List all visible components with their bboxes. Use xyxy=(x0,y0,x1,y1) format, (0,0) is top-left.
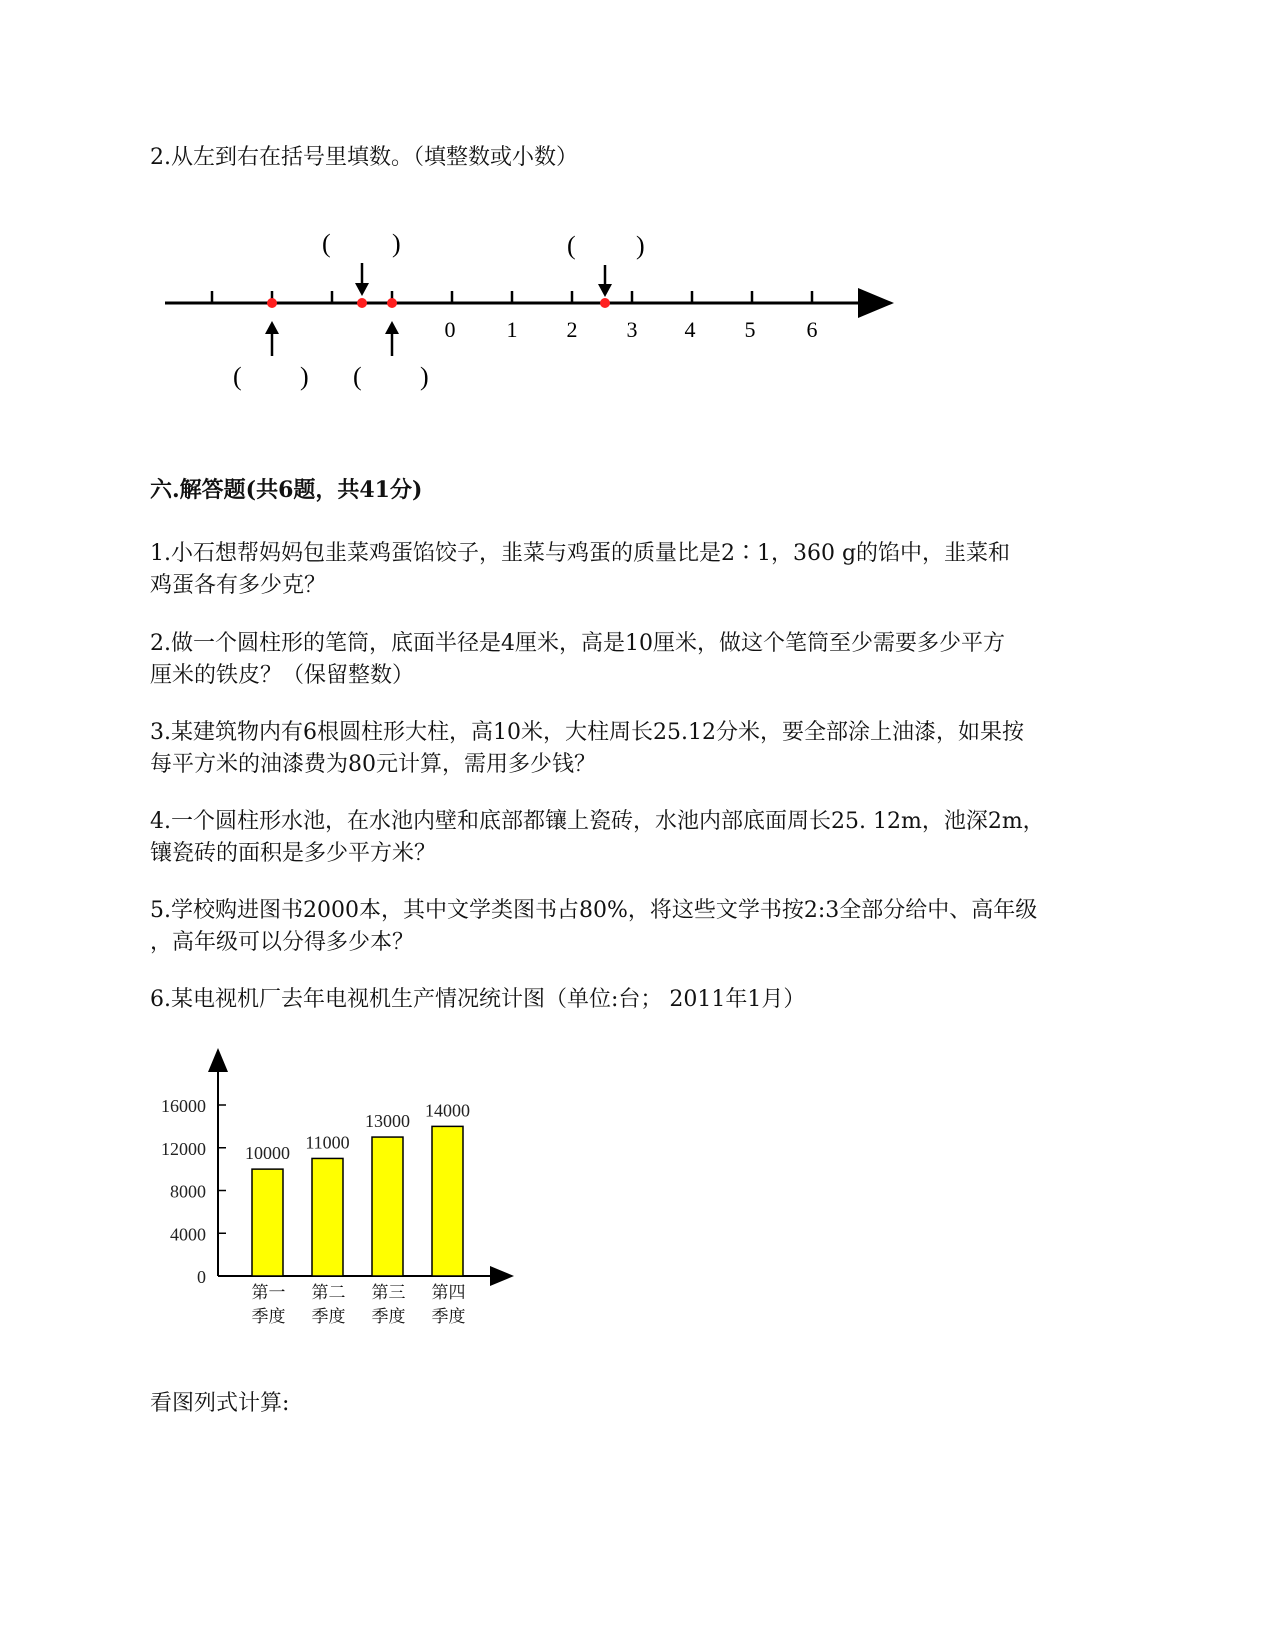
chart-category-label-3-line-2: 季度 xyxy=(371,1307,406,1327)
chart-category-label-4-line-1: 第四 xyxy=(431,1283,466,1303)
question-4-line-1: 4.一个圆柱形水池，在水池内壁和底部都镶上瓷砖，水池内部底面周长25. 12m，池深2m， xyxy=(150,809,1045,834)
chart-data-label-1: 10000 xyxy=(245,1143,290,1164)
chart-y-tick-label-1: 4000 xyxy=(170,1224,206,1245)
answer-paren-close-bottom-1: ) xyxy=(300,362,309,391)
chart-category-label-2-line-2: 季度 xyxy=(311,1307,346,1327)
chart-y-ticks xyxy=(161,1096,226,1287)
footer-text: 看图列式计算: xyxy=(150,1391,290,1416)
chart-y-tick-label-0: 0 xyxy=(197,1267,206,1287)
answer-paren-open-bottom-1: ( xyxy=(233,362,242,391)
answer-paren-close-bottom-2: ) xyxy=(420,362,429,391)
question-numberline-text: 2.从左到右在括号里填数。（填整数或小数） xyxy=(150,145,578,170)
chart-data-label-3: 13000 xyxy=(365,1111,410,1132)
section-title: 六.解答题(共6题，共41分) xyxy=(150,477,423,503)
chart-bar-2 xyxy=(312,1158,343,1276)
answer-paren-close-top-2: ) xyxy=(636,231,645,260)
question-4-line-2: 镶瓷砖的面积是多少平方米？ xyxy=(150,841,437,866)
chart-category-label-1-line-1: 第一 xyxy=(251,1283,286,1303)
answer-paren-open-top-1: ( xyxy=(322,229,331,258)
question-1-line-1: 1.小石想帮妈妈包韭菜鸡蛋馅饺子，韭菜与鸡蛋的质量比是2∶1，360 g的馅中，韭菜和 xyxy=(150,541,1011,566)
answer-paren-open-top-2: ( xyxy=(567,231,576,260)
chart-data-label-4: 14000 xyxy=(425,1100,470,1121)
chart-bar-1 xyxy=(252,1169,283,1276)
chart-category-label-4-line-2: 季度 xyxy=(431,1307,466,1327)
number-line-label-2: 2 xyxy=(566,317,578,342)
number-line-label-0: 0 xyxy=(444,317,456,342)
question-2-line-2: 厘米的铁皮？（保留整数） xyxy=(150,663,415,688)
question-1-line-2: 鸡蛋各有多少克？ xyxy=(150,573,327,598)
chart-bar-3 xyxy=(372,1137,403,1276)
number-line-label-4: 4 xyxy=(684,317,696,342)
chart-y-tick-label-4: 16000 xyxy=(161,1096,206,1116)
chart-category-label-1-line-2: 季度 xyxy=(251,1307,286,1327)
chart-data-label-2: 11000 xyxy=(305,1132,350,1153)
chart-y-tick-label-2: 8000 xyxy=(170,1181,206,1202)
number-line-label-6: 6 xyxy=(806,317,818,342)
chart-y-tick-label-3: 12000 xyxy=(161,1138,206,1159)
chart-category-label-3-line-1: 第三 xyxy=(371,1283,406,1303)
answer-paren-close-top-1: ) xyxy=(392,229,401,258)
question-2-line-1: 2.做一个圆柱形的笔筒，底面半径是4厘米，高是10厘米，做这个笔筒至少需要多少平方 xyxy=(150,631,1005,656)
question-6-line-1: 6.某电视机厂去年电视机生产情况统计图（单位:台； 2011年1月） xyxy=(150,987,806,1012)
number-line-label-5: 5 xyxy=(744,317,756,342)
number-line-label-3: 3 xyxy=(626,317,638,342)
chart-category-labels xyxy=(252,1283,466,1327)
number-line-label-1: 1 xyxy=(506,317,518,342)
chart-bar-4 xyxy=(432,1126,463,1276)
answer-paren-open-bottom-2: ( xyxy=(353,362,362,391)
question-3-line-1: 3.某建筑物内有6根圆柱形大柱，高10米，大柱周长25.12分米，要全部涂上油漆，如果按 xyxy=(150,720,1024,745)
chart-category-label-2-line-1: 第二 xyxy=(311,1283,346,1303)
question-5-line-1: 5.学校购进图书2000本，其中文学类图书占80%，将这些文学书按2:3全部分给中、高年级 xyxy=(150,898,1038,923)
question-3-line-2: 每平方米的油漆费为80元计算，需用多少钱？ xyxy=(150,752,596,777)
question-5-line-2: ，高年级可以分得多少本？ xyxy=(150,930,415,955)
